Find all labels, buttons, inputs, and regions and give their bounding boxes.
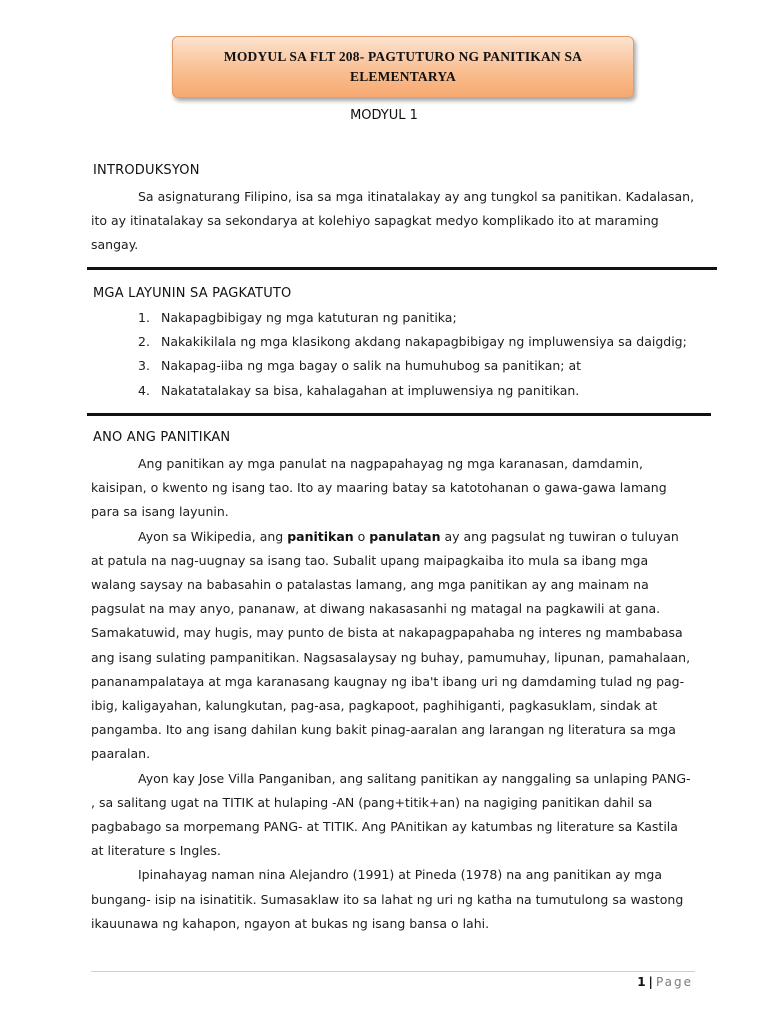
body-line: walang saysay na babasahin o patalastas lamang, ang mga panitikan ay ang mainam na bbox=[91, 577, 649, 593]
module-title-line-1: MODYUL SA FLT 208- PAGTUTURO NG PANITIKAN SA bbox=[223, 49, 583, 64]
objectives-list bbox=[138, 306, 687, 403]
body-line: Samakatuwid, may hugis, may punto de bista at nakapagpapahaba ng interes ng mambabasa bbox=[91, 625, 683, 641]
intro-line: Sa asignaturang Filipino, isa sa mga itinatalakay ay ang tungkol sa panitikan. Kadalasan, bbox=[138, 189, 695, 204]
page-label: Page bbox=[655, 975, 693, 989]
objective-item bbox=[138, 379, 687, 403]
intro-heading: INTRODUKSYON bbox=[93, 163, 200, 178]
body-line: paaralan. bbox=[91, 746, 151, 762]
module-number: MODYUL 1 bbox=[350, 108, 418, 123]
panitikan-heading: ANO ANG PANITIKAN bbox=[93, 430, 231, 445]
body-line: kaisipan, o kwento ng isang tao. Ito ay maaring batay sa katotohanan o gawa-gawa lamang bbox=[91, 480, 667, 496]
module-title-line-2: ELEMENTARYA bbox=[350, 69, 456, 84]
body-text: Ayon sa Wikipedia, ang bbox=[138, 528, 288, 544]
section-divider bbox=[87, 413, 711, 416]
objective-text: Nakatatalakay sa bisa, kahalagahan at impluwensiya ng panitikan. bbox=[161, 382, 580, 398]
body-line: bungang- isip na isinatitik. Sumasaklaw ito sa lahat ng uri ng katha na tumutulong sa wastong bbox=[91, 891, 684, 907]
panitikan-body bbox=[91, 452, 695, 936]
body-line bbox=[91, 525, 695, 549]
module-title-banner bbox=[172, 36, 634, 98]
page-footer bbox=[637, 975, 693, 989]
body-line: at literature s Ingles. bbox=[91, 843, 221, 859]
body-text: o bbox=[353, 528, 370, 544]
objective-text: Nakapagbibigay ng mga katuturan ng panitika; bbox=[161, 310, 457, 325]
intro-paragraph bbox=[91, 185, 695, 258]
body-line: , sa salitang ugat na TITIK at hulaping -AN (pang+titik+an) na nagiging panitikan dahil sa bbox=[91, 794, 653, 810]
page-number: 1 bbox=[637, 975, 646, 989]
body-line: pagsulat na may anyo, pananaw, at diwang nakasasanhi ng matagal na pagkawili at gana. bbox=[91, 601, 661, 617]
intro-line: sangay. bbox=[91, 237, 139, 253]
objective-number: 4. bbox=[138, 382, 150, 398]
objective-number: 2. bbox=[138, 334, 150, 350]
objective-item bbox=[138, 330, 687, 354]
objective-item bbox=[138, 306, 687, 330]
objective-number: 1. bbox=[138, 310, 150, 325]
body-line: Ipinahayag naman nina Alejandro (1991) at Pineda (1978) na ang panitikan ay mga bbox=[138, 867, 662, 883]
body-line: Ayon kay Jose Villa Panganiban, ang salitang panitikan ay nanggaling sa unlaping PANG- bbox=[138, 770, 691, 786]
module-title bbox=[224, 47, 582, 87]
body-line: para sa isang layunin. bbox=[91, 504, 229, 520]
body-line: ibig, kaligayahan, kalungkutan, pag-asa, pagkapoot, paghihiganti, pagkasuklam, sindak at bbox=[91, 698, 658, 714]
body-line: Ang panitikan ay mga panulat na nagpapahayag ng mga karanasan, damdamin, bbox=[138, 456, 643, 471]
term-panulatan: panulatan bbox=[369, 528, 441, 544]
objective-text: Nakakikilala ng mga klasikong akdang nakapagbibigay ng impluwensiya sa daigdig; bbox=[161, 334, 687, 350]
objective-text: Nakapag-iiba ng mga bagay o salik na humuhubog sa panitikan; at bbox=[161, 358, 582, 374]
body-text: ay ang pagsulat ng tuwiran o tuluyan bbox=[440, 528, 679, 544]
intro-line: ito ay itinatalakay sa sekondarya at kolehiyo sapagkat medyo komplikado ito at maraming bbox=[91, 213, 659, 229]
term-panitikan: panitikan bbox=[287, 528, 354, 544]
page-separator: | bbox=[648, 975, 653, 989]
footer-rule bbox=[91, 971, 695, 972]
body-line: at patula na nag-uugnay sa isang tao. Subalit upang maipagkaiba ito mula sa ibang mga bbox=[91, 552, 649, 568]
section-divider bbox=[87, 267, 717, 270]
objective-number: 3. bbox=[138, 358, 150, 374]
body-line: ang isang sulating pampanitikan. Nagsasalaysay ng buhay, pamumuhay, lipunan, pamahalaan, bbox=[91, 649, 691, 665]
objective-item bbox=[138, 354, 687, 378]
body-line: pagbabago sa morpemang PANG- at TITIK. Ang PAnitikan ay katumbas ng literature sa Kastila bbox=[91, 819, 678, 835]
objectives-heading: MGA LAYUNIN SA PAGKATUTO bbox=[93, 286, 292, 301]
body-line: ikauunawa ng kahapon, ngayon at bukas ng isang bansa o lahi. bbox=[91, 915, 490, 931]
body-line: pananampalataya at mga karanasang kaugnay ng iba't ibang uri ng damdaming tulad ng pag- bbox=[91, 673, 685, 689]
body-line: pangamba. Ito ang isang dahilan kung bakit pinag-aaralan ang larangan ng literatura sa mga bbox=[91, 722, 676, 738]
